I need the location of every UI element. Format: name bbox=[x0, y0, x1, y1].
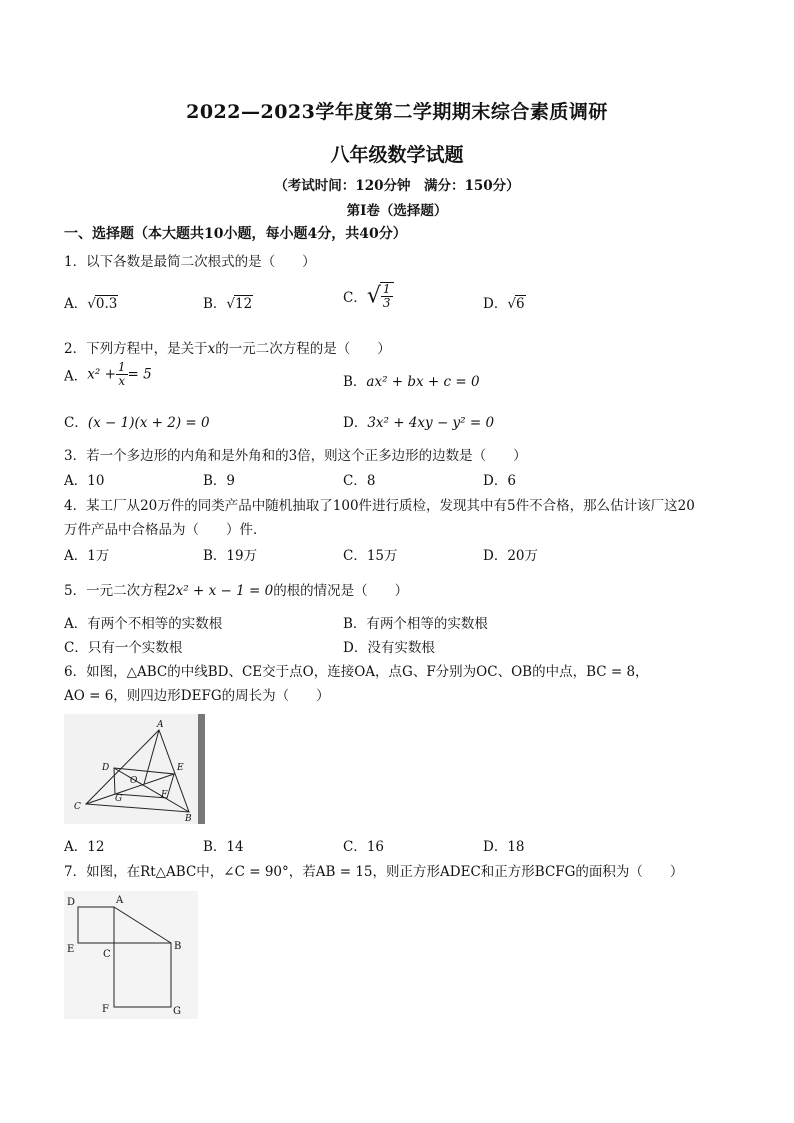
q2-option-d bbox=[343, 411, 494, 431]
q7-label-d: D bbox=[67, 897, 76, 908]
q6-option-a: A．12 bbox=[64, 839, 105, 855]
q1-option-c bbox=[343, 282, 394, 310]
q2-stem bbox=[64, 337, 391, 357]
q1-d-value: 6 bbox=[515, 296, 525, 312]
q6-label-o: O bbox=[130, 776, 138, 786]
q7-label-b: B bbox=[174, 941, 182, 952]
q4-option-a: A．1万 bbox=[64, 548, 110, 564]
exam-subtitle: 八年级数学试题 bbox=[330, 144, 464, 166]
section-heading: 一、选择题（本大题共10小题，每小题4分，共40分） bbox=[64, 226, 407, 242]
q1-c-numerator: 1 bbox=[382, 282, 391, 296]
q4-stem-line1: 4．某工厂从20万件的同类产品中随机抽取了100件进行质检，发现其中有5件不合格，那么估计该厂这20 bbox=[64, 498, 695, 514]
q6-option-d: D．18 bbox=[483, 839, 525, 855]
q6-stem-line1: 6．如图，△ABC的中线BD、CE交于点O，连接OA，点G、F分别为OC、OB的中点，BC = 8， bbox=[64, 664, 649, 680]
sqrt-icon: √ bbox=[366, 283, 381, 309]
q7-label-c: C bbox=[103, 949, 111, 960]
q5-stem-post: 的根的情况是（ ） bbox=[273, 583, 409, 599]
q6-option-c: C．16 bbox=[343, 839, 385, 855]
q7-label-f: F bbox=[102, 1004, 109, 1015]
q6-label-f: F bbox=[161, 790, 168, 800]
q6-option-b: B．14 bbox=[203, 839, 244, 855]
q6-label-e: E bbox=[177, 763, 184, 773]
q5-option-d: D．没有实数根 bbox=[343, 640, 435, 656]
q2-option-b bbox=[343, 370, 480, 390]
q6-label-a: A bbox=[157, 720, 164, 730]
q2-option-c bbox=[64, 411, 210, 431]
sqrt-icon: √ bbox=[507, 296, 516, 312]
q1-stem: 1．以下各数是最简二次根式的是（ ） bbox=[64, 254, 316, 270]
q2-d-label: D． bbox=[343, 415, 368, 431]
q7-label-e: E bbox=[67, 944, 75, 955]
q2-stem-post: 的一元二次方程的是（ ） bbox=[215, 341, 391, 357]
q7-label-a: A bbox=[116, 895, 124, 906]
exam-title: 2022—2023学年度第二学期期末综合素质调研 bbox=[186, 101, 608, 123]
q7-label-g: G bbox=[173, 1006, 181, 1017]
q1-b-value: 12 bbox=[235, 296, 253, 312]
q2-a-denominator: x bbox=[118, 374, 126, 388]
q2-stem-pre: 2．下列方程中，是关于 bbox=[64, 341, 208, 357]
q2-a-label: A． bbox=[64, 368, 88, 385]
q2-b-label: B． bbox=[343, 374, 367, 390]
q3-option-d: D．6 bbox=[483, 473, 516, 489]
q6-label-g: G bbox=[115, 794, 123, 804]
q1-b-label: B． bbox=[203, 296, 227, 312]
q5-option-a: A．有两个不相等的实数根 bbox=[64, 616, 223, 632]
volume-heading: 第Ⅰ卷（选择题） bbox=[346, 203, 448, 219]
q2-c-value: (x − 1)(x + 2) = 0 bbox=[87, 415, 210, 431]
q6-label-c: C bbox=[74, 802, 81, 812]
q3-option-b: B．9 bbox=[203, 473, 236, 489]
q4-option-d: D．20万 bbox=[483, 548, 539, 564]
q1-c-label: C． bbox=[343, 290, 367, 306]
q2-option-a bbox=[64, 361, 152, 388]
exam-info: （考试时间：120分钟 满分：150分） bbox=[274, 178, 520, 194]
q6-label-b: B bbox=[185, 814, 192, 824]
q1-option-d bbox=[483, 292, 526, 312]
q1-c-denominator: 3 bbox=[382, 296, 391, 310]
q6-stem-line2: AO = 6，则四边形DEFG的周长为（ ） bbox=[64, 688, 330, 704]
q1-option-a bbox=[64, 292, 118, 312]
q7-figure-background bbox=[64, 891, 198, 1019]
q7-stem: 7．如图，在Rt△ABC中，∠C = 90°，若AB = 15，则正方形ADEC和正方形BCFG的面积为（ ） bbox=[64, 864, 684, 880]
q7-figure bbox=[64, 891, 198, 1019]
q2-a-pre: x² + bbox=[87, 366, 116, 383]
q4-option-c: C．15万 bbox=[343, 548, 398, 564]
q5-stem-pre: 5．一元二次方程 bbox=[64, 583, 168, 599]
q5-stem-eq: 2x² + x − 1 = 0 bbox=[167, 583, 274, 599]
q2-b-value: ax² + bx + c = 0 bbox=[366, 374, 480, 390]
q3-option-a: A．10 bbox=[64, 473, 105, 489]
q6-figure bbox=[64, 714, 206, 824]
q6-figure-edge bbox=[198, 714, 205, 824]
q1-d-label: D． bbox=[483, 296, 508, 312]
q5-stem bbox=[64, 579, 408, 599]
sqrt-icon: √ bbox=[226, 296, 236, 312]
q2-d-value: 3x² + 4xy − y² = 0 bbox=[367, 415, 495, 431]
q2-a-post: = 5 bbox=[127, 366, 152, 383]
q5-option-c: C．只有一个实数根 bbox=[64, 640, 183, 656]
q6-label-d: D bbox=[102, 763, 110, 773]
q2-stem-var: x bbox=[207, 341, 216, 357]
q1-a-value: 0.3 bbox=[95, 296, 118, 312]
q1-a-label: A． bbox=[64, 296, 88, 312]
q1-option-b bbox=[203, 292, 253, 312]
q2-a-fraction bbox=[116, 361, 128, 388]
q1-c-fraction bbox=[380, 282, 394, 310]
q3-option-c: C．8 bbox=[343, 473, 376, 489]
q4-option-b: B．19万 bbox=[203, 548, 258, 564]
q2-a-numerator: 1 bbox=[117, 360, 126, 374]
q5-option-b: B．有两个相等的实数根 bbox=[343, 616, 488, 632]
q3-stem: 3．若一个多边形的内角和是外角和的3倍，则这个正多边形的边数是（ ） bbox=[64, 448, 527, 464]
q2-c-label: C． bbox=[64, 415, 88, 431]
sqrt-icon: √ bbox=[87, 296, 96, 312]
q4-stem-line2: 万件产品中合格品为（ ）件． bbox=[64, 522, 267, 538]
